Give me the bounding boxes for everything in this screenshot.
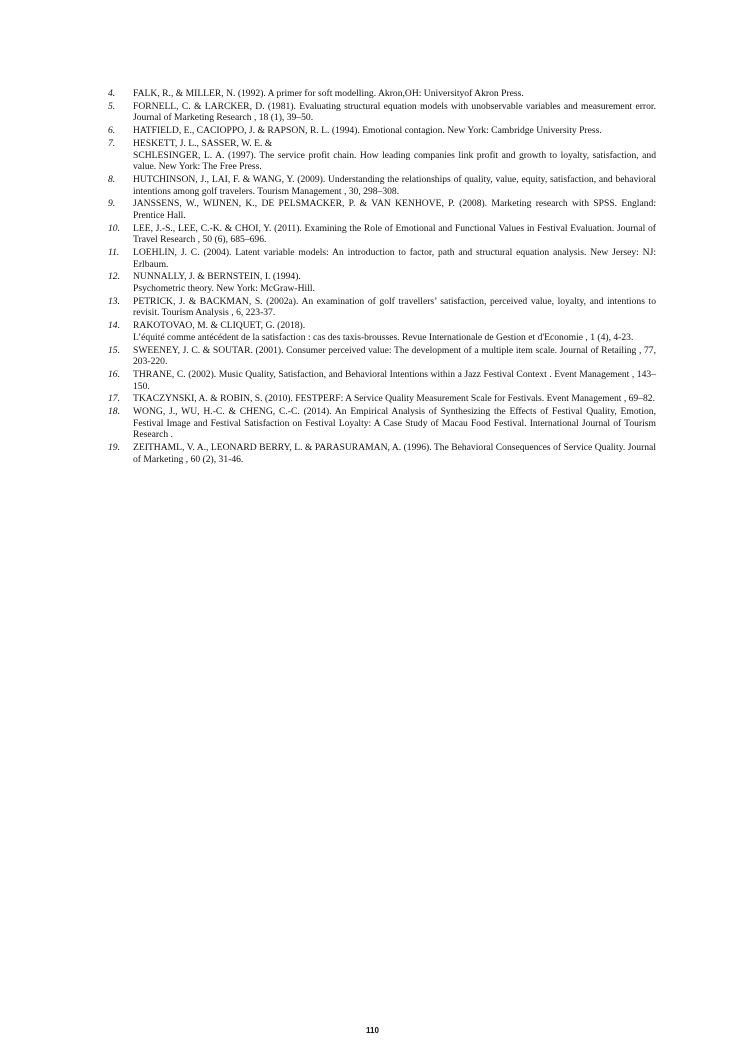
reference-text: FORNELL, C. & LARCKER, D. (1981). Evaluating structural equation models with unobservable variables and measurement error. Journal of Marketing Research , 18 (1), 39–50. xyxy=(133,100,656,124)
reference-text: HESKETT, J. L., SASSER, W. E. & SCHLESINGER, L. A. (1997). The service profit chain. How leading companies link profit and growth to loyalty, satisfaction, and value. New York: The Free Press. xyxy=(133,137,656,173)
reference-text: ZEITHAML, V. A., LEONARD BERRY, L. & PARASURAMAN, A. (1996). The Behavioral Consequences of Service Quality. Journal of Marketing , 60 (2), 31-46. xyxy=(133,442,656,465)
reference-number: 6. xyxy=(108,125,116,137)
reference-number: 12. xyxy=(108,271,120,283)
reference-text: JANSSENS, W., WIJNEN, K., DE PELSMACKER, P. & VAN KENHOVE, P. (2008). Marketing research with SPSS. England: Prentice Hall. xyxy=(133,198,656,221)
reference-item xyxy=(108,296,656,319)
reference-item xyxy=(108,320,656,343)
reference-number: 17. xyxy=(108,393,120,405)
reference-number: 10. xyxy=(108,222,120,234)
reference-number: 11. xyxy=(108,247,120,259)
reference-list xyxy=(108,88,656,466)
reference-item xyxy=(108,406,656,441)
reference-item xyxy=(108,138,656,173)
reference-text: SWEENEY, J. C. & SOUTAR. (2001). Consumer perceived value: The development of a multiple item scale. Journal of Retailing , 77, 203-220. xyxy=(133,344,656,368)
reference-item xyxy=(108,101,656,124)
reference-text: LEE, J.-S., LEE, C.-K. & CHOI, Y. (2011). Examining the Role of Emotional and Functional Values in Festival Evaluation. Journal of Travel Research , 50 (6), 685–696. xyxy=(133,222,656,246)
reference-item xyxy=(108,345,656,368)
reference-number: 19. xyxy=(108,442,120,454)
reference-number: 8. xyxy=(108,173,116,185)
reference-item xyxy=(108,125,656,137)
reference-item xyxy=(108,369,656,392)
reference-item xyxy=(108,198,656,221)
reference-text: PETRICK, J. & BACKMAN, S. (2002a). An examination of golf travellers’ satisfaction, perceived value, loyalty, and intentions to revisit. Tourism Analysis , 6, 223-37. xyxy=(133,295,656,319)
reference-number: 14. xyxy=(108,320,120,332)
reference-number: 7. xyxy=(108,137,116,149)
reference-number: 13. xyxy=(108,295,120,307)
reference-number: 4. xyxy=(108,88,116,99)
reference-text: FALK, R., & MILLER, N. (1992). A primer for soft modelling. Akron,OH: Universityof Akron Press. xyxy=(133,88,524,99)
reference-text: HATFIELD, E., CACIOPPO, J. & RAPSON, R. L. (1994). Emotional contagion. New York: Cambridge University Press. xyxy=(133,125,602,137)
reference-number: 15. xyxy=(108,344,120,356)
reference-number: 9. xyxy=(108,198,116,210)
page-number: 110 xyxy=(366,1026,379,1035)
reference-text: RAKOTOVAO, M. & CLIQUET, G. (2018). L’équité comme antécédent de la satisfaction : cas des taxis-brousses. Revue Internationale de Gestion et d'Economie , 1 (4), 4-23. xyxy=(133,320,634,343)
reference-number: 16. xyxy=(108,368,120,380)
reference-text: LOEHLIN, J. C. (2004). Latent variable models: An introduction to factor, path and structural equation analysis. New Jersey: NJ: Erlbaum. xyxy=(133,247,656,270)
reference-item xyxy=(108,223,656,246)
reference-text: HUTCHINSON, J., LAI, F. & WANG, Y. (2009). Understanding the relationships of quality, value, equity, satisfaction, and behavioral intentions among golf travelers. Tourism Management , 30, 298–308. xyxy=(133,173,656,197)
reference-text: TKACZYNSKI, A. & ROBIN, S. (2010). FESTPERF: A Service Quality Measurement Scale for Festivals. Event Management , 69–82. xyxy=(133,393,656,405)
reference-item xyxy=(108,442,656,465)
reference-text: WONG, J., WU, H.-C. & CHENG, C.-C. (2014). An Empirical Analysis of Synthesizing the Effects of Festival Quality, Emotion, Festival Image and Festival Satisfaction on Festival Loyalty: A Case Study of Macau Food Festival. International Journal of Tourism Research . xyxy=(133,406,656,441)
reference-number: 5. xyxy=(108,100,116,112)
reference-number: 18. xyxy=(108,406,120,418)
reference-text: NUNNALLY, J. & BERNSTEIN, I. (1994). Psychometric theory. New York: McGraw-Hill. xyxy=(133,271,315,294)
reference-item xyxy=(108,88,656,100)
reference-item xyxy=(108,393,656,405)
reference-text: THRANE, C. (2002). Music Quality, Satisfaction, and Behavioral Intentions within a Jazz Festival Context . Event Management , 143–150. xyxy=(133,368,656,392)
reference-item xyxy=(108,271,656,294)
reference-item xyxy=(108,174,656,197)
reference-item xyxy=(108,247,656,270)
